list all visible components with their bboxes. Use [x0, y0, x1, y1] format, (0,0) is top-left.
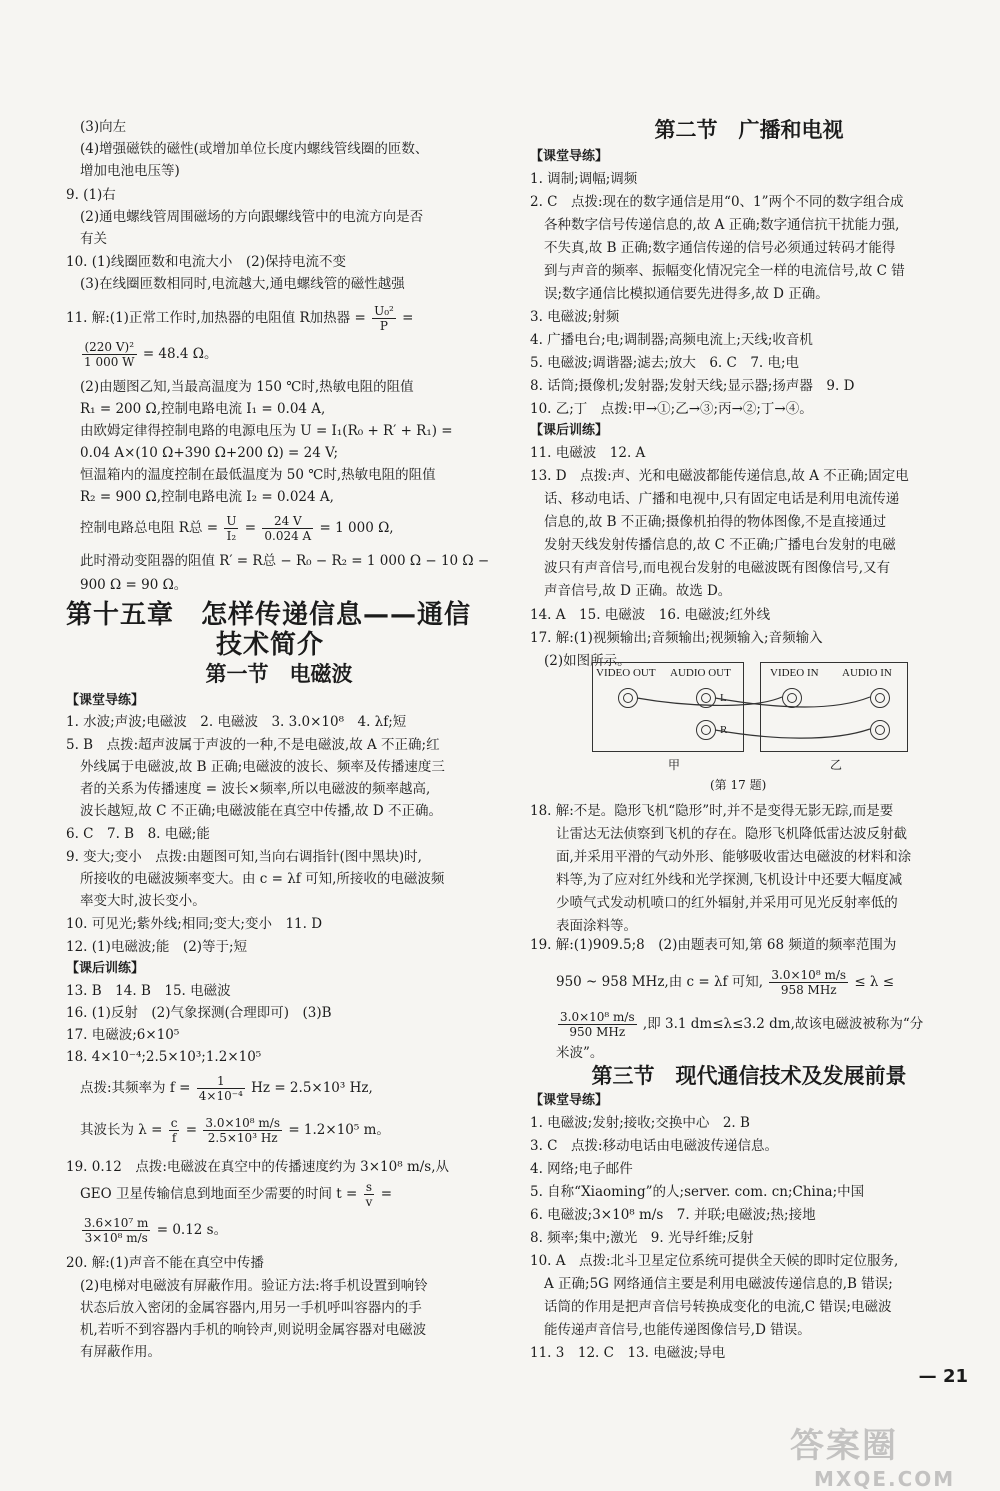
- text-line: 3. C 点拨:移动电话由电磁波传递信息。: [530, 1138, 779, 1154]
- text-line: 状态后放入密闭的金属容器内,用另一手机呼叫容器内的手: [80, 1300, 422, 1316]
- text-line: 8. 话筒;摄像机;发射器;发射天线;显示器;扬声器 9. D: [530, 378, 855, 394]
- text-line: 米波”。: [556, 1045, 604, 1061]
- text-line: 900 Ω = 90 Ω。: [80, 577, 188, 593]
- text-line: 各种数字信号传递信息的,故 A 正确;数字通信抗干扰能力强,: [544, 217, 900, 233]
- text-line: 增加电池电压等): [80, 163, 180, 179]
- text-line: 13. D 点拨:声、光和电磁波都能传递信息,故 A 不正确;固定电: [530, 468, 909, 484]
- text-line: 面,并采用平滑的气动外形、能够吸收雷达电磁波的材料和涂: [556, 849, 912, 865]
- text-line: 表面涂料等。: [556, 918, 637, 934]
- q11-line3: 控制电路总电阻 R总 = $\frac{U}{\text{I₂}}$ = $\frac{24 V}{0.024 A}$ = 1 000 Ω,: [80, 514, 394, 543]
- q19-result: $\frac{\text{3.6×10⁷ m}}{\text{3×10⁸ m/s}}$ = 0.12 s。: [84, 1216, 228, 1245]
- audio-in-label: AUDIO IN: [842, 667, 892, 679]
- text-line: 恒温箱内的温度控制在最低温度为 50 ℃时,热敏电阻的阻值: [80, 467, 436, 483]
- text-line: 17. 解:(1)视频输出;音频输出;视频输入;音频输入: [530, 630, 823, 646]
- text-line: 16. (1)反射 (2)气象探测(合理即可) (3)B: [66, 1005, 332, 1021]
- text-line: (2)如图所示。: [544, 653, 631, 669]
- text-line: 所接收的电磁波频率变大。由 c = λf 可知,所接收的电磁波频: [80, 871, 445, 887]
- text-line: 13. B 14. B 15. 电磁波: [66, 983, 231, 999]
- text-line: 0.04 A×(10 Ω+390 Ω+200 Ω) = 24 V;: [80, 445, 339, 461]
- connection-wires: [592, 662, 908, 752]
- section-title: 第二节 广播和电视: [654, 118, 844, 142]
- section-tag: 【课堂导练】: [66, 693, 145, 708]
- figure-caption: (第 17 题): [710, 778, 767, 792]
- fraction: $\frac{\text{(220 V)²}}{1 000 W}$: [84, 340, 135, 369]
- text-line: 声音信号,故 D 正确。故选 D。: [544, 583, 732, 599]
- text-line: R₂ = 900 Ω,控制电路电流 I₂ = 0.024 A,: [80, 489, 334, 505]
- video-in-label: VIDEO IN: [770, 667, 819, 679]
- text-line: 发射天线发射传播信息的,故 C 不正确;广播电台发射的电磁: [544, 537, 896, 553]
- section-tag: 【课堂导练】: [530, 1093, 609, 1108]
- text-line: 由欧姆定律得控制电路的电源电压为 U = I₁(R₀ + R′ + R₁) =: [80, 423, 453, 439]
- text-line: 5. 电磁波;调谐器;滤去;放大 6. C 7. 电;电: [530, 355, 800, 371]
- text-line: 有关: [80, 231, 107, 247]
- chapter-title-cont: 技术简介: [216, 630, 325, 660]
- section-tag: 【课后训练】: [66, 961, 145, 976]
- text-line: 话、移动电话、广播和电视中,只有固定电话是利用电流传递: [544, 491, 900, 507]
- text-line: 不失真,故 B 正确;数字通信传递的信号必须通过转码才能得: [544, 240, 896, 256]
- text-line: 8. 频率;集中;激光 9. 光导纤维;反射: [530, 1230, 754, 1246]
- r-label: R: [720, 724, 728, 736]
- q18-freq: 点拨:其频率为 f = $\frac{1}{\text{4×10⁻⁴}}$ Hz = 2.5×10³ Hz,: [80, 1074, 373, 1103]
- text-line: (2)由题图乙知,当最高温度为 150 ℃时,热敏电阻的阻值: [80, 379, 414, 395]
- text-line: 4. 广播电台;电;调制器;高频电流上;天线;收音机: [530, 332, 813, 348]
- text-line: 外线属于电磁波,故 B 正确;电磁波的波长、频率及传播速度三: [80, 759, 445, 775]
- q18-wave: 其波长为 λ = $\frac{c}{f}$ = $\frac{\text{3.0×10⁸ m/s}}{\text{2.5×10³ Hz}}$ = 1.2×10⁵ m。: [80, 1116, 390, 1145]
- text-line: 话筒的作用是把声音信号转换成变化的电流,C 错误;电磁波: [544, 1299, 892, 1315]
- fraction: $\frac{\text{3.0×10⁸ m/s}}{\text{950 MHz}}$: [560, 1010, 635, 1039]
- text-line: 9. (1)右: [66, 187, 116, 203]
- q19-time: GEO 卫星传输信息到地面至少需要的时间 t = $\frac{s}{v}$ =: [80, 1180, 393, 1209]
- fraction: $\frac{c}{f}$: [170, 1116, 178, 1145]
- fraction: $\frac{\text{3.0×10⁸ m/s}}{\text{2.5×10³ Hz}}$: [205, 1116, 281, 1145]
- text-line: (2)电梯对电磁波有屏蔽作用。验证方法:将手机设置到响铃: [80, 1278, 428, 1294]
- text-line: A 正确;5G 网络通信主要是利用电磁波传递信息的,B 错误;: [544, 1276, 893, 1292]
- section-tag: 【课堂导练】: [530, 149, 609, 164]
- text-line: 料等,为了应对红外线和光学探测,飞机设计中还要大幅度减: [556, 872, 903, 888]
- text-line: 10. A 点拨:北斗卫星定位系统可提供全天候的即时定位服务,: [530, 1253, 899, 1269]
- q11-line: 11. 解:(1)正常工作时,加热器的电阻值 R加热器 = $\frac{\text{U₀²}}{P}$ =: [66, 304, 414, 333]
- l-label: L: [720, 692, 727, 704]
- text-line: 18. 解:不是。隐形飞机“隐形”时,并不是变得无影无踪,而是要: [530, 803, 894, 819]
- text-line: 5. 自称“Xiaoming”的人;server. com. cn;China;中国: [530, 1184, 865, 1200]
- text-line: 此时滑动变阻器的阻值 R′ = R总 − R₀ − R₂ = 1 000 Ω − 10 Ω −: [80, 553, 490, 569]
- text-line: 10. 乙;丁 点拨:甲→①;乙→③;丙→②;丁→④。: [530, 401, 813, 417]
- text-line: = 48.4 Ω。: [142, 346, 218, 362]
- text-line: 有屏蔽作用。: [80, 1344, 161, 1360]
- text-line: 机,若听不到容器内手机的响铃声,则说明金属容器对电磁波: [80, 1322, 427, 1338]
- section-title: 第三节 现代通信技术及发展前景: [591, 1064, 907, 1088]
- text-line: 14. A 15. 电磁波 16. 电磁波;红外线: [530, 607, 771, 623]
- q19-range2: $\frac{\text{3.0×10⁸ m/s}}{\text{950 MHz}}$ ,即 3.1 dm≤λ≤3.2 dm,故该电磁波被称为“分: [560, 1010, 924, 1039]
- text-line: (4)增强磁铁的磁性(或增加单位长度内螺线管线圈的匝数、: [80, 141, 429, 157]
- label-jia: 甲: [668, 758, 681, 772]
- fraction: $\frac{24 V}{0.024 A}$: [264, 514, 312, 543]
- fraction: $\frac{\text{U₀²}}{P}$: [374, 304, 394, 333]
- fraction: $\frac{\text{3.6×10⁷ m}}{\text{3×10⁸ m/s}}$: [84, 1216, 149, 1245]
- text-line: 2. C 点拨:现在的数字通信是用“0、1”两个不同的数字组合成: [530, 194, 904, 210]
- text-line: 11. 电磁波 12. A: [530, 445, 646, 461]
- text-line: 6. C 7. B 8. 电磁;能: [66, 826, 210, 842]
- text-line: 误;数字通信比模拟通信要先进得多,故 D 正确。: [544, 286, 829, 302]
- text-line: 少喷气式发动机喷口的红外辐射,并采用可见光反射率低的: [556, 895, 898, 911]
- fraction: $\frac{U}{\text{I₂}}$: [226, 514, 237, 543]
- text-line: 5. B 点拨:超声波属于声波的一种,不是电磁波,故 A 不正确;红: [66, 737, 440, 753]
- section-title: 第一节 电磁波: [205, 662, 353, 686]
- text-line: (3)在线圈匝数相同时,电流越大,通电螺线管的磁性越强: [80, 276, 405, 292]
- text-line: 让雷达无法侦察到飞机的存在。隐形飞机降低雷达波反射截: [556, 826, 907, 842]
- text-line: (3)向左: [80, 119, 127, 135]
- text-line: 4. 网络;电子邮件: [530, 1161, 633, 1177]
- q11-line2: [66, 340, 492, 369]
- text-line: 到与声音的频率、振幅变化情况完全一样的电流信号,故 C 错: [544, 263, 905, 279]
- watermark-logo: 答案圈 MXQE.COM: [790, 1426, 956, 1491]
- text-line: (2)通电螺线管周围磁场的方向跟螺线管中的电流方向是否: [80, 209, 424, 225]
- fraction: $\frac{\text{3.0×10⁸ m/s}}{\text{958 MHz}}$: [771, 968, 847, 997]
- section-tag: 【课后训练】: [530, 423, 609, 438]
- text-line: 信息的,故 B 不正确;摄像机拍得的物体图像,不是直接通过: [544, 514, 887, 530]
- label-yi: 乙: [830, 758, 843, 772]
- text-line: R₁ = 200 Ω,控制电路电流 I₁ = 0.04 A,: [80, 401, 326, 417]
- text-line: 能传递声音信号,也能传递图像信号,D 错误。: [544, 1322, 811, 1338]
- text-line: 1. 水波;声波;电磁波 2. 电磁波 3. 3.0×10⁸ 4. λf;短: [66, 714, 407, 730]
- text-line: = 1 000 Ω,: [319, 520, 394, 536]
- text-line: 11. 3 12. C 13. 电磁波;导电: [530, 1345, 726, 1361]
- chapter-title: 第十五章 怎样传递信息——通信: [66, 600, 472, 630]
- connection-diagram: [592, 662, 908, 752]
- text-line: 6. 电磁波;3×10⁸ m/s 7. 并联;电磁波;热;接地: [530, 1207, 816, 1223]
- text-line: 11. 解:(1)正常工作时,加热器的电阻值 R加热器 =: [66, 310, 366, 326]
- fraction: $\frac{1}{\text{4×10⁻⁴}}$: [198, 1074, 243, 1103]
- text-line: 1. 电磁波;发射;接收;交换中心 2. B: [530, 1115, 750, 1131]
- text-line: 波只有声音信号,而电视台发射的电磁波既有图像信号,又有: [544, 560, 891, 576]
- text-line: 18. 4×10⁻⁴;2.5×10³;1.2×10⁵: [66, 1049, 262, 1065]
- text-line: 波长越短,故 C 不正确;电磁波能在真空中传播,故 D 不正确。: [80, 803, 442, 819]
- text-line: 9. 变大;变小 点拨:由题图可知,当向右调指针(图中黑块)时,: [66, 849, 422, 865]
- video-out-label: VIDEO OUT: [596, 667, 656, 679]
- text-line: 率变大时,波长变小。: [80, 893, 206, 909]
- q19-range: 950 ~ 958 MHz,由 c = λf 可知, $\frac{\text{3.0×10⁸ m/s}}{\text{958 MHz}}$ ≤ λ ≤: [556, 968, 895, 997]
- text-line: 20. 解:(1)声音不能在真空中传播: [66, 1255, 264, 1271]
- text-line: 10. 可见光;紫外线;相同;变大;变小 11. D: [66, 916, 323, 932]
- text-line: 12. (1)电磁波;能 (2)等于;短: [66, 939, 248, 955]
- text-line: 1. 调制;调幅;调频: [530, 171, 638, 187]
- text-line: 者的关系为传播速度 = 波长×频率,所以电磁波的频率越高,: [80, 781, 431, 797]
- text-line: 19. 0.12 点拨:电磁波在真空中的传播速度约为 3×10⁸ m/s,从: [66, 1159, 450, 1175]
- fraction: $\frac{s}{v}$: [365, 1180, 373, 1209]
- page-number: — 21: [918, 1366, 968, 1387]
- text-line: 19. 解:(1)909.5;8 (2)由题表可知,第 68 频道的频率范围为: [530, 937, 897, 953]
- text-line: 17. 电磁波;6×10⁵: [66, 1027, 180, 1043]
- text-line: 10. (1)线圈匝数和电流大小 (2)保持电流不变: [66, 254, 347, 270]
- text-line: 3. 电磁波;射频: [530, 309, 620, 325]
- text-line: 控制电路总电阻 R总 =: [80, 520, 219, 536]
- audio-out-label: AUDIO OUT: [670, 667, 731, 679]
